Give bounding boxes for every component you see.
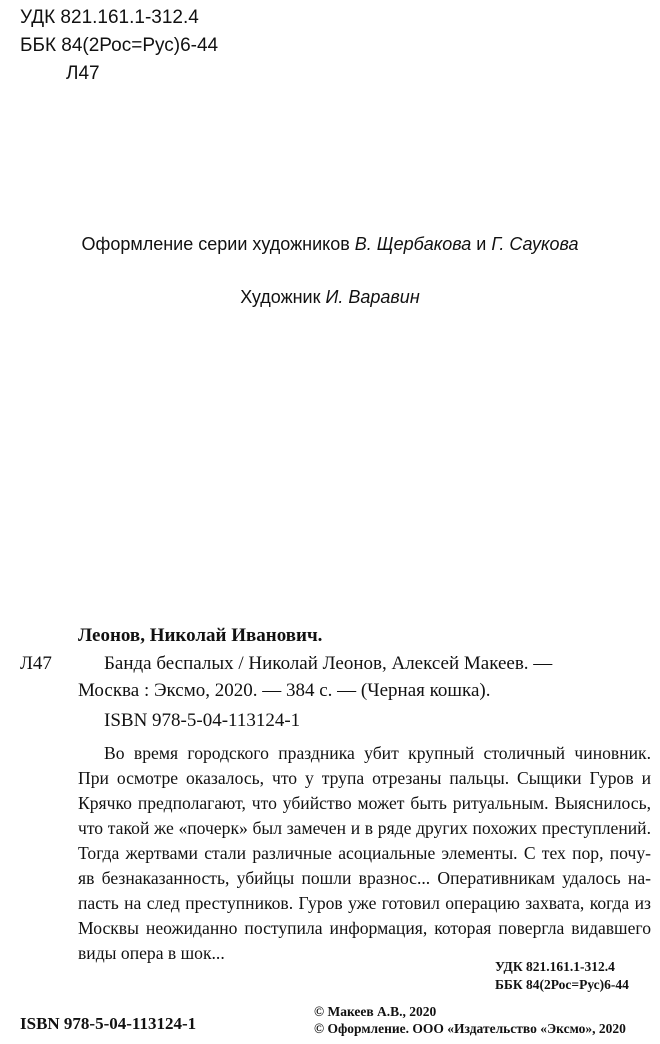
series-design-credit [0, 232, 660, 256]
annotation-line: Крячко предполагают, что убийство может быть ритуальным. Выяснилось, [78, 793, 651, 813]
author-mark-top: Л47 [66, 63, 100, 84]
artist-prefix: Художник [240, 287, 326, 307]
annotation-line: виды опера в шок... [78, 943, 225, 963]
annotation-line: яв безнаказанность, убийцы пошли вразнос... Оперативникам удалось на- [78, 868, 651, 888]
series-join: и [471, 234, 492, 254]
annotation-line: Во время городского праздника убит крупный столичный чиновник. [104, 743, 651, 763]
footer-isbn: ISBN 978-5-04-113124-1 [20, 1014, 197, 1033]
artist-credit [0, 285, 660, 309]
catalog-desc-line1: Банда беспалых / Николай Леонов, Алексей Макеев. — [104, 653, 553, 674]
annotation-line: пасть на след преступников. Гуров уже готовил операцию захвата, когда из [78, 893, 651, 913]
footer-bbk: ББК 84(2Рос=Рус)6-44 [495, 977, 629, 992]
catalog-mark: Л47 [20, 653, 52, 674]
series-artist-1: В. Щербакова [354, 234, 472, 254]
artist-name: И. Варавин [325, 287, 420, 307]
series-artist-2: Г. Саукова [491, 234, 579, 254]
catalog-author: Леонов, Николай Иванович. [78, 625, 323, 646]
catalog-desc-line2: Москва : Эксмо, 2020. — 384 с. — (Черная кошка). [78, 680, 491, 701]
annotation-line: Тогда жертвами стали различные асоциальные элементы. С тех пор, почу- [78, 843, 651, 863]
annotation-line: что такой же «почерк» был замечен и в ряде других похожих преступлений. [78, 818, 651, 838]
annotation-line: При осмотре оказалось, что у трупа отрезаны пальцы. Сыщики Гуров и [78, 768, 651, 788]
catalog-isbn: ISBN 978-5-04-113124-1 [104, 710, 301, 731]
bbk-code: ББК 84(2Рос=Рус)6-44 [20, 35, 219, 56]
annotation-line: Москвы неожиданно поступила информация, которая повергла видавшего [78, 918, 651, 938]
series-design-prefix: Оформление серии художников [81, 234, 355, 254]
copyright-author: © Макеев А.В., 2020 [314, 1004, 437, 1019]
footer-udk: УДК 821.161.1-312.4 [495, 959, 615, 974]
annotation [78, 741, 651, 966]
copyright-design: © Оформление. ООО «Издательство «Эксмо», 2020 [314, 1021, 626, 1036]
udk-code: УДК 821.161.1-312.4 [20, 7, 199, 28]
